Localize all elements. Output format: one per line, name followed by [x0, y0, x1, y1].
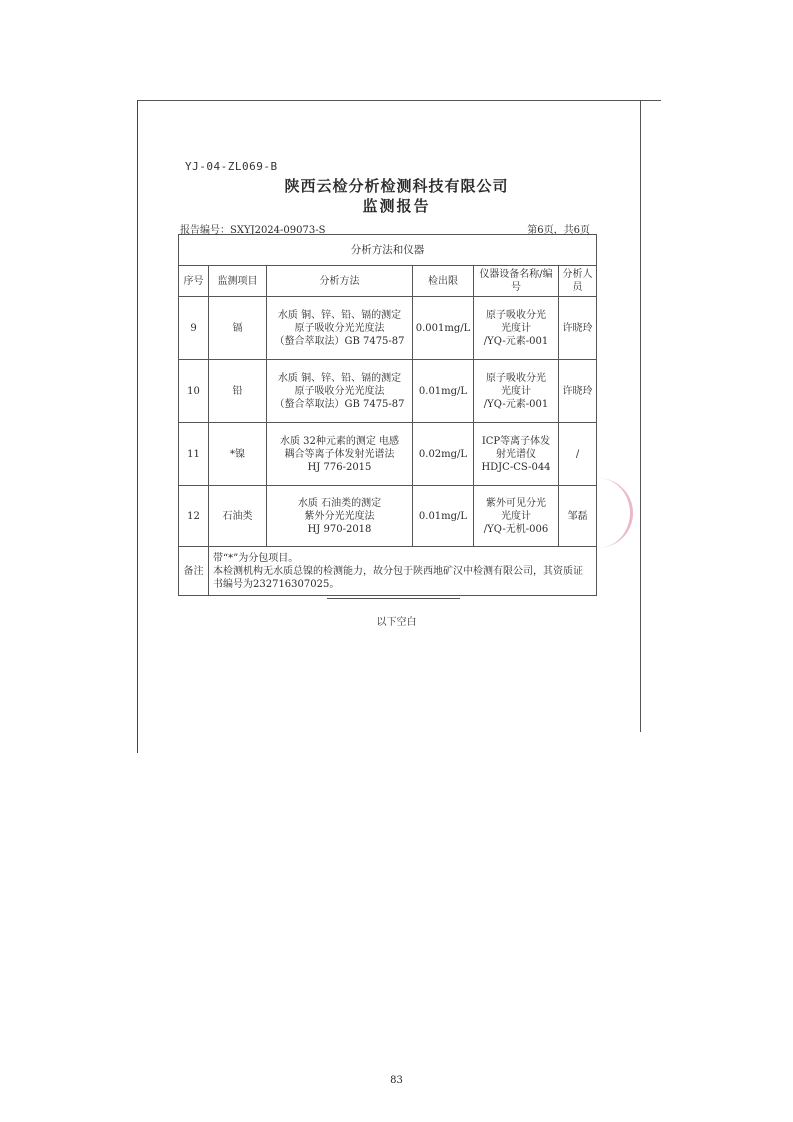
table-row	[179, 297, 597, 360]
cell-instrument	[474, 423, 559, 486]
instrument-line: HDJC-CS-044	[481, 461, 551, 473]
blank-below-note: 以下空白	[376, 617, 417, 628]
instrument-line: /YQ-元素-001	[483, 398, 549, 410]
column-header-item: 监测项目	[209, 266, 267, 297]
instrument-line: 紫外可见分光	[486, 497, 546, 509]
top-border-line	[137, 100, 661, 101]
form-code: YJ-04-ZL069-B	[185, 160, 278, 173]
method-line: 水质 铜、锌、铅、镉的测定	[277, 309, 402, 321]
method-line: 原子吸收分光光度法	[294, 322, 385, 334]
column-header-limit: 检出限	[413, 266, 474, 297]
cell-no: 11	[179, 423, 209, 486]
cell-limit: 0.01mg/L	[413, 360, 474, 423]
table-row	[179, 486, 597, 547]
cell-limit: 0.02mg/L	[413, 423, 474, 486]
method-line: 水质 石油类的测定	[297, 497, 382, 509]
table-caption: 分析方法和仪器	[179, 235, 597, 266]
cell-item: 镉	[209, 297, 267, 360]
method-line: 原子吸收分光光度法	[294, 385, 385, 397]
method-line: 水质 铜、锌、铅、镉的测定	[277, 372, 402, 384]
cell-instrument	[474, 360, 559, 423]
cell-instrument	[474, 486, 559, 547]
note-line: 带“*”为分包项目。	[213, 552, 299, 564]
cell-limit: 0.001mg/L	[413, 297, 474, 360]
cell-method	[267, 423, 413, 486]
column-header-instrument: 仪器设备名称/编号	[474, 266, 559, 297]
cell-limit: 0.01mg/L	[413, 486, 474, 547]
cell-instrument	[474, 297, 559, 360]
method-line: （螯合萃取法）GB 7475-87	[274, 398, 405, 410]
column-header-analyst: 分析人员	[559, 266, 597, 297]
cell-analyst: 许晓玲	[559, 297, 597, 360]
note-body	[209, 547, 597, 596]
note-row	[179, 547, 597, 596]
cell-method	[267, 360, 413, 423]
cell-item: 铅	[209, 360, 267, 423]
column-header-method: 分析方法	[267, 266, 413, 297]
column-header-no: 序号	[179, 266, 209, 297]
separator-line	[327, 598, 460, 599]
cell-no: 12	[179, 486, 209, 547]
page-number: 83	[390, 1075, 403, 1086]
cell-analyst: /	[559, 423, 597, 486]
report-number: 报告编号：SXYJ2024-09073-S	[180, 225, 326, 236]
company-name: 陕西云检分析检测科技有限公司	[284, 177, 509, 195]
analysis-methods-table	[178, 234, 597, 596]
instrument-line: /YQ-无机-006	[483, 523, 549, 535]
instrument-line: /YQ-元素-001	[483, 335, 549, 347]
cell-item: *镍	[209, 423, 267, 486]
instrument-line: 射光谱仪	[496, 448, 536, 460]
method-line: （螯合萃取法）GB 7475-87	[274, 335, 405, 347]
table-row	[179, 360, 597, 423]
note-line: 书编号为232716307025。	[213, 578, 340, 590]
method-line: 紫外分光光度法	[304, 510, 375, 522]
note-label: 备注	[179, 547, 209, 596]
cell-no: 9	[179, 297, 209, 360]
cell-analyst: 邹磊	[559, 486, 597, 547]
cell-analyst: 许晓玲	[559, 360, 597, 423]
method-line: HJ 970-2018	[307, 523, 372, 535]
seal-stamp-edge	[590, 478, 633, 548]
instrument-line: 原子吸收分光	[486, 372, 546, 384]
cell-method	[267, 486, 413, 547]
report-title: 监测报告	[362, 197, 431, 215]
instrument-line: 光度计	[501, 385, 531, 397]
instrument-line: 原子吸收分光	[486, 309, 546, 321]
instrument-line: 光度计	[501, 322, 531, 334]
instrument-line: 光度计	[501, 510, 531, 522]
method-line: HJ 776-2015	[307, 461, 372, 473]
cell-method	[267, 297, 413, 360]
page-info: 第6页，共6页	[527, 225, 590, 236]
cell-item: 石油类	[209, 486, 267, 547]
method-line: 耦合等离子体发射光谱法	[284, 448, 395, 460]
cell-no: 10	[179, 360, 209, 423]
table-row	[179, 423, 597, 486]
note-line: 本检测机构无水质总镍的检测能力，故分包于陕西地矿汉中检测有限公司，其资质证	[213, 565, 583, 577]
instrument-line: ICP等离子体发	[481, 435, 551, 447]
method-line: 水质 32种元素的测定 电感	[279, 435, 400, 447]
